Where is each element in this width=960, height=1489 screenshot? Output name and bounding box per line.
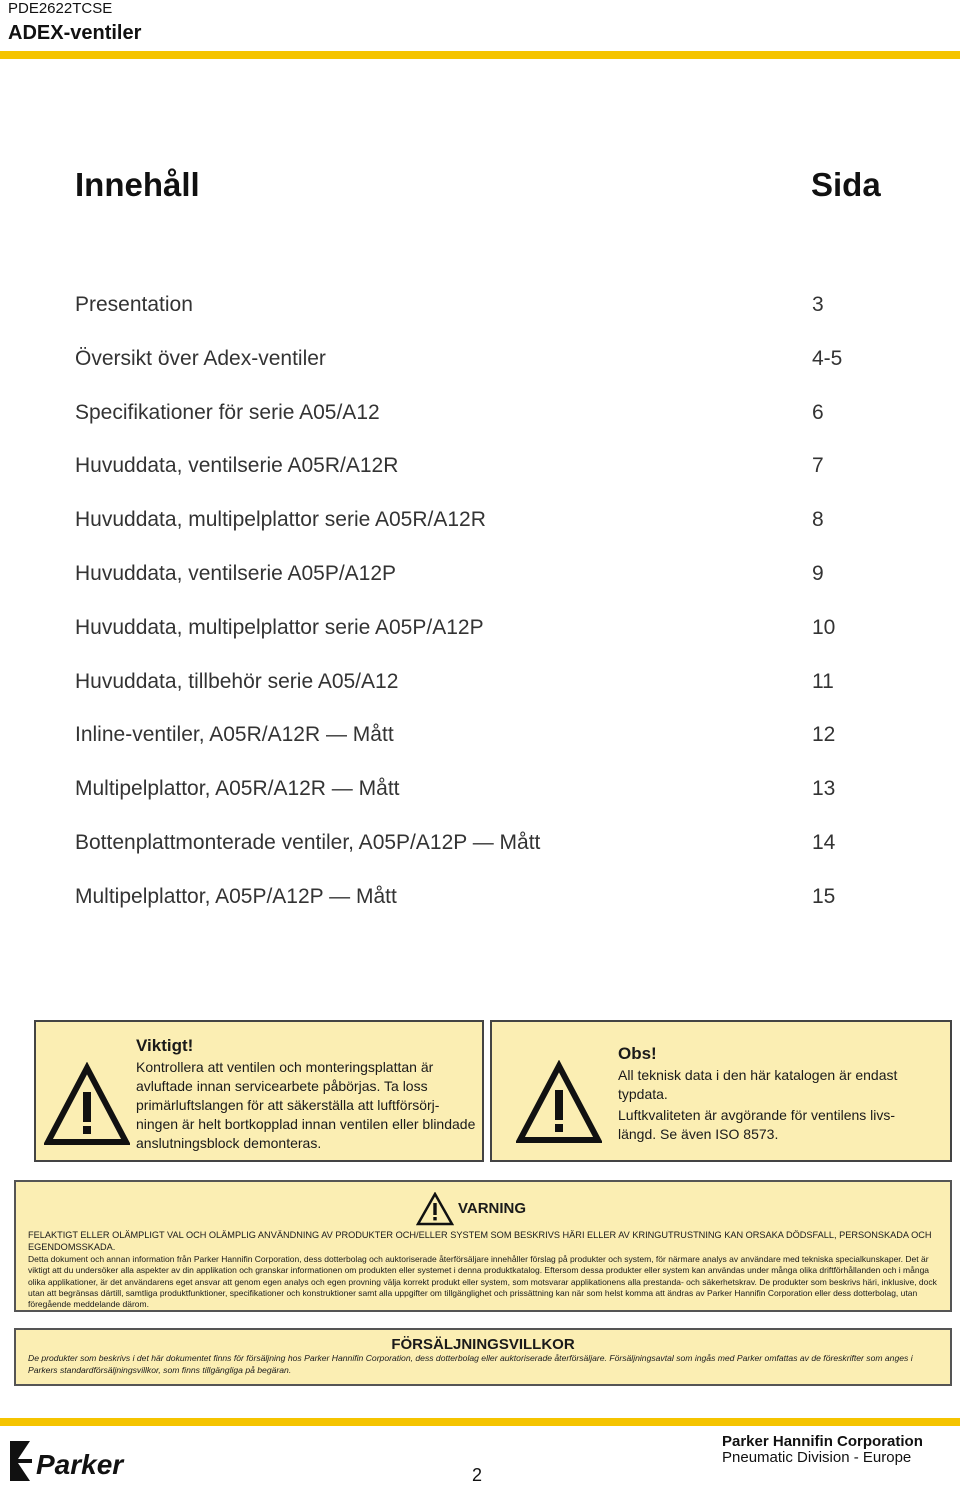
- note-text-1: All teknisk data i den här katalogen är endast typdata.: [618, 1067, 898, 1102]
- toc-entry-page: 3: [812, 293, 824, 316]
- toc-entry[interactable]: [75, 616, 875, 670]
- terms-of-sale-box: [14, 1328, 952, 1386]
- toc-entry-title: Huvuddata, ventilserie A05R/A12R: [75, 454, 399, 478]
- toc-entry[interactable]: [75, 562, 875, 616]
- important-heading: Viktigt!: [136, 1036, 194, 1055]
- toc-entry-title: Bottenplattmonterade ventiler, A05P/A12P — Mått: [75, 830, 541, 854]
- terms-body-text: De produkter som beskrivs i det här dokumentet finns för försäljning hos Parker Hannifin Corporation, dess dotterbolag eller auktoriserade återförsäljare. Försäljningsavtal som ingås med Parker omfattas av de föreskrifter som anges i Parkers standardförsäljningsvillkor, som finns tillgängliga på begäran.: [28, 1353, 913, 1375]
- toc-entry-title: Inline-ventiler, A05R/A12R — Mått: [75, 723, 394, 747]
- toc-entry-page: 13: [812, 777, 836, 801]
- toc-entry[interactable]: [75, 723, 875, 777]
- toc-entry-title: Specifikationer för serie A05/A12: [75, 400, 380, 424]
- toc-entry-page: 8: [812, 508, 824, 532]
- page-column-heading: Sida: [811, 166, 881, 203]
- note-heading: Obs!: [618, 1044, 657, 1063]
- parker-logo: [8, 1437, 138, 1483]
- terms-title: FÖRSÄLJNINGSVILLKOR: [391, 1336, 575, 1353]
- warning-triangle-icon: [416, 1192, 454, 1226]
- toc-entry[interactable]: [75, 454, 875, 508]
- toc-entry-page: 10: [812, 615, 836, 639]
- toc-entry-page: 6: [812, 400, 824, 424]
- toc-entry[interactable]: [75, 347, 875, 401]
- warning-caps-text: FELAKTIGT ELLER OLÄMPLIGT VAL OCH OLÄMPLIG ANVÄNDNING AV PRODUKTER OCH/ELLER SYSTEM SOM BESKRIVS HÄRI ELLER AV KRINGUTRUSTNING KAN ORSAKA DÖDSFALL, PERSONSKADA OCH EGENDOMSSKADA.: [28, 1230, 932, 1252]
- toc-list: [75, 293, 875, 939]
- toc-entry-page: 15: [812, 884, 836, 908]
- toc-entry-page: 4-5: [812, 346, 843, 370]
- footer-divider: [0, 1418, 960, 1426]
- warning-body-text: Detta dokument och annan information från Parker Hannifin Corporation, dess dotterbolag och auktoriserade återförsäljare innehåller förslag på produkter och system, för närmare analys av användare med tekniska specialkunskaper. Det är viktigt att du undersöker alla aspekter av din applikation och granskar informationen om produkten eller systemet i denna produktkatalog. Eftersom dessa produkter eller system kan användas under många olika driftförhållanden och i många olika applikationer, är det användarens eget ansvar att genom egen analys och egen provning välja korrekt produkt eller system, som motsvarar applikationens alla prestanda- och säkerhetskrav. De produkter som beskrivs häri, inklusive, dock utan att begränsas därtill, samtliga produktfunktioner, specifikationer och konstruktioner samt alla uppgifter om tillgänglighet och prissättning kan när som helst komma att ändras av Parker Hannifin Corporation eller dess dotterbolag, utan föregående meddelande därom.: [28, 1254, 937, 1310]
- division-name: Pneumatic Division - Europe: [722, 1449, 912, 1466]
- warning-triangle-icon: [516, 1060, 602, 1146]
- important-text: Kontrollera att ventilen och monteringsplattan är avluftade innan servicearbete påbörjas. Ta loss primärluftslangen för att säkerställa att luftförsörj-ningen är helt bortkopplad innan ventilen eller blindade anslutningsblock demonteras.: [136, 1059, 476, 1151]
- toc-entry[interactable]: [75, 508, 875, 562]
- toc-entry-title: Multipelplattor, A05R/A12R — Mått: [75, 777, 400, 801]
- toc-entry[interactable]: [75, 777, 875, 831]
- logo-wordmark: Parker: [36, 1449, 124, 1480]
- warning-box: [14, 1180, 952, 1312]
- document-code: PDE2622TCSE: [8, 0, 113, 17]
- toc-entry-page: 7: [812, 454, 824, 478]
- toc-heading: Innehåll: [75, 166, 200, 203]
- note-box: [490, 1020, 952, 1162]
- toc-entry[interactable]: [75, 401, 875, 455]
- toc-entry[interactable]: [75, 885, 875, 939]
- header-divider: [0, 51, 960, 59]
- toc-entry-title: Översikt över Adex-ventiler: [75, 346, 326, 370]
- document-title: ADEX-ventiler: [8, 22, 142, 44]
- toc-entry-title: Huvuddata, tillbehör serie A05/A12: [75, 669, 399, 693]
- toc-entry-title: Multipelplattor, A05P/A12P — Mått: [75, 884, 397, 908]
- page-number: 2: [472, 1465, 483, 1485]
- toc-entry-title: Huvuddata, ventilserie A05P/A12P: [75, 561, 397, 585]
- toc-entry-title: Huvuddata, multipelplattor serie A05R/A12R: [75, 508, 486, 532]
- warning-triangle-icon: [44, 1062, 130, 1148]
- toc-entry[interactable]: [75, 670, 875, 724]
- toc-entry-page: 12: [812, 723, 836, 747]
- toc-entry-page: 14: [812, 830, 836, 854]
- company-name: Parker Hannifin Corporation: [722, 1433, 923, 1450]
- warning-title: VARNING: [458, 1200, 527, 1217]
- important-notice-box: [34, 1020, 484, 1162]
- toc-entry-title: Huvuddata, multipelplattor serie A05P/A12P: [75, 615, 484, 639]
- note-text-2: Luftkvaliteten är avgörande för ventilens livs-längd. Se även ISO 8573.: [618, 1107, 896, 1142]
- toc-entry-page: 11: [812, 669, 834, 693]
- toc-entry[interactable]: [75, 831, 875, 885]
- toc-entry-page: 9: [812, 561, 824, 585]
- toc-entry-title: Presentation: [75, 293, 193, 316]
- toc-entry[interactable]: [75, 293, 875, 347]
